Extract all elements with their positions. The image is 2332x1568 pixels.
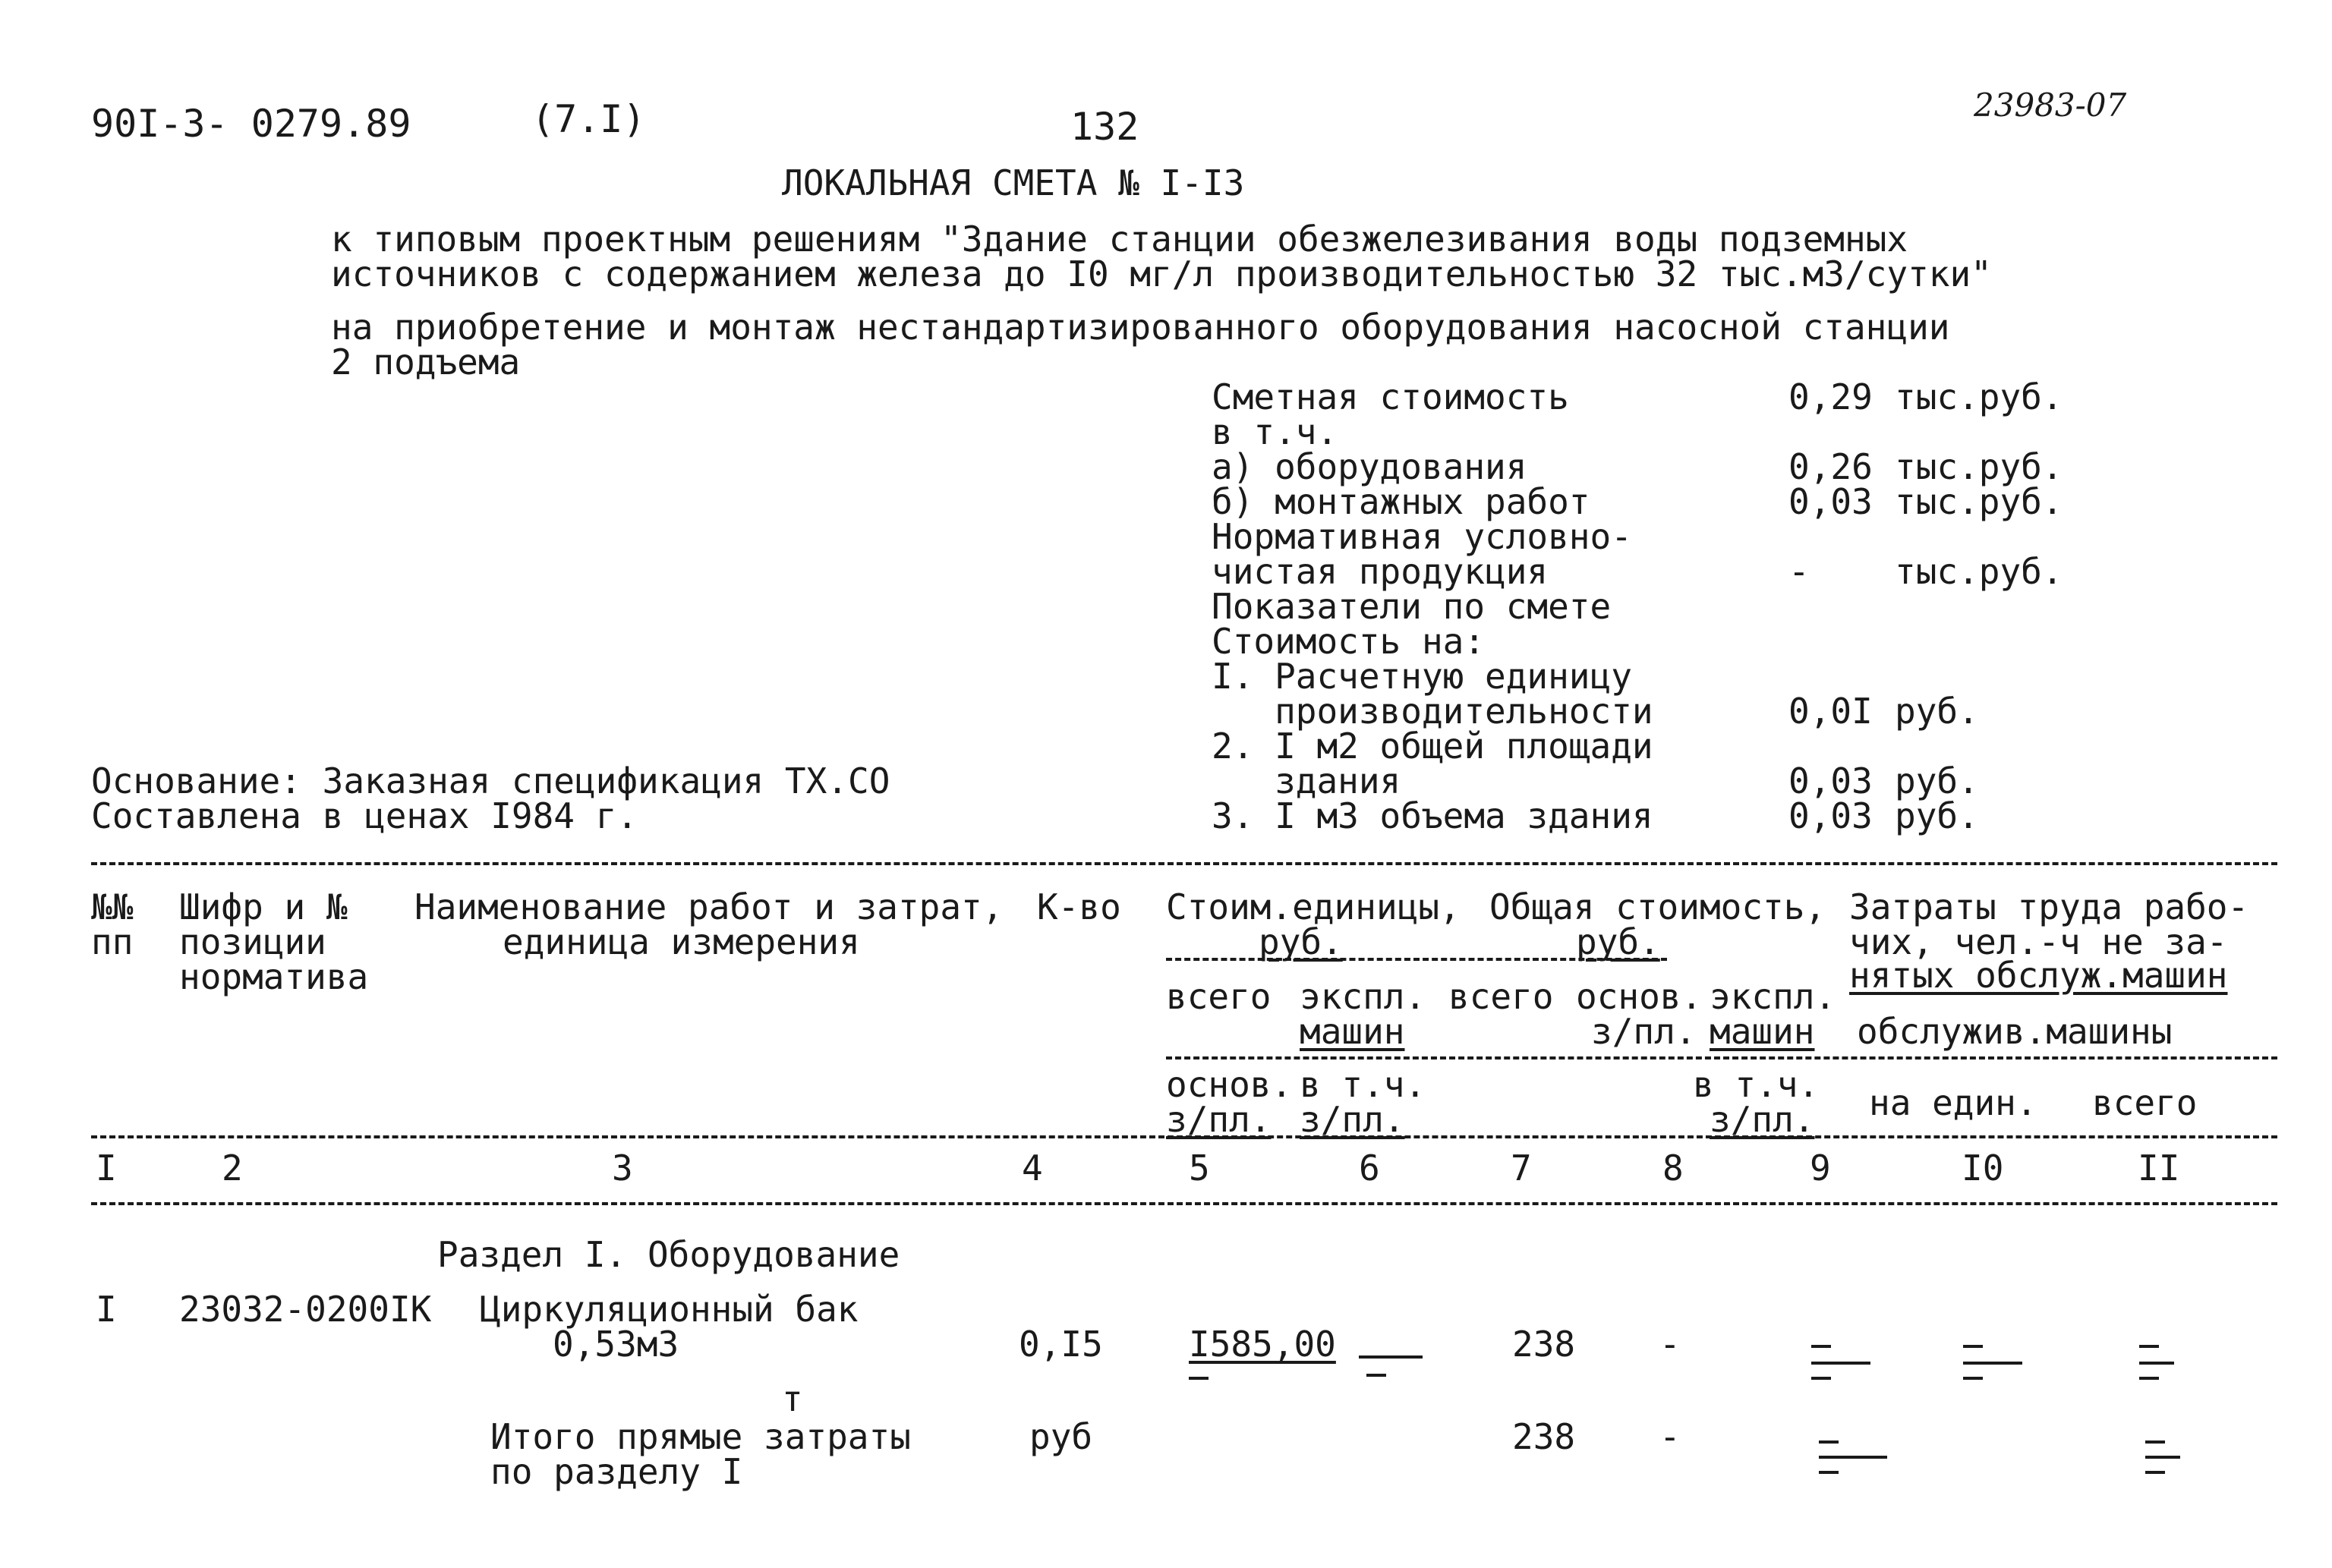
col-num-11: II — [2138, 1148, 2180, 1189]
item-col9-dash — [1811, 1362, 1870, 1365]
item-wage-dash: - — [1659, 1324, 1681, 1365]
header-unit-base: основ. — [1166, 1064, 1293, 1105]
summary-label-productivity: производительности — [1212, 691, 1653, 732]
total-col9-mark-1 — [1819, 1440, 1839, 1444]
header-unit-mach: экспл. — [1300, 976, 1426, 1017]
header-mid-rule — [1166, 1056, 2277, 1060]
header-total-cost-rub: руб. — [1576, 921, 1660, 962]
header-num-2: пп — [91, 921, 134, 962]
summary-label-building: здания — [1212, 760, 1401, 801]
summary-value-equipment: 0,26 — [1788, 446, 1873, 487]
summary-unit-total: тыс.руб. — [1895, 376, 2063, 417]
summary-unit-volume: руб. — [1895, 795, 1979, 836]
col-num-2: 2 — [222, 1148, 243, 1189]
summary-label-area: 2. I м2 общей площади — [1212, 726, 1653, 767]
summary-label-total: Сметная стоимость — [1212, 376, 1569, 417]
summary-label-cost-per: Стоимость на: — [1212, 621, 1486, 662]
col-num-5: 5 — [1189, 1148, 1210, 1189]
header-total-base: основ. — [1576, 976, 1703, 1017]
header-labor-per-unit: на един. — [1869, 1082, 2037, 1123]
column-numbers-rule — [91, 1202, 2277, 1205]
summary-value-area: 0,03 — [1788, 760, 1873, 801]
summary-value-volume: 0,03 — [1788, 795, 1873, 836]
col-num-1: I — [96, 1148, 117, 1189]
header-rub-rule — [1166, 958, 1667, 961]
intro-line-2: источников с содержанием железа до I0 мг/л производительностью 32 тыс.м3/сутки" — [331, 253, 1992, 294]
item-total: 238 — [1512, 1324, 1576, 1365]
item-col11-dash — [2139, 1362, 2174, 1365]
stamp-number: 23983-07 — [1974, 87, 2127, 124]
summary-value-installation: 0,03 — [1788, 481, 1873, 522]
item-mach-mark — [1366, 1374, 1386, 1377]
header-labor-3: нятых обслуж.машин — [1849, 955, 2228, 996]
summary-label-normative: Нормативная условно- — [1212, 516, 1632, 557]
item-unit: т — [782, 1378, 803, 1419]
summary-unit-net-product: тыс.руб. — [1895, 551, 2063, 592]
item-qty: 0,I5 — [1019, 1324, 1103, 1365]
item-col11-mark-1 — [2139, 1345, 2159, 1348]
header-name-1: Наименование работ и затрат, — [414, 886, 1004, 927]
total-col9-dash — [1819, 1456, 1887, 1459]
header-qty: К-во — [1037, 886, 1121, 927]
section-code: (7.I) — [531, 97, 646, 141]
item-col9-mark-2 — [1811, 1377, 1831, 1380]
item-col10-mark-1 — [1963, 1345, 1983, 1348]
summary-label-net-product: чистая продукция — [1212, 551, 1549, 592]
table-top-rule — [91, 862, 2277, 865]
item-col10-dash — [1963, 1362, 2022, 1365]
col-num-8: 8 — [1662, 1148, 1684, 1189]
header-total-base-2: з/пл. — [1591, 1011, 1697, 1052]
total-col9-mark-2 — [1819, 1471, 1839, 1474]
basis-line: Основание: Заказная спецификация ТХ.СО — [91, 760, 890, 801]
page-number: 132 — [1070, 105, 1139, 149]
header-labor-2: чих, чел.-ч не за- — [1849, 921, 2228, 962]
item-unit-cost-mark — [1189, 1377, 1209, 1380]
summary-unit-installation: тыс.руб. — [1895, 481, 2063, 522]
summary-label-indicators: Показатели по смете — [1212, 586, 1612, 627]
item-col10-mark-2 — [1963, 1377, 1983, 1380]
item-name: Циркуляционный бак — [480, 1289, 859, 1330]
header-unit-cost-rub: руб. — [1259, 921, 1343, 962]
item-code: 23032-0200IK — [179, 1289, 432, 1330]
header-code-3: норматива — [179, 956, 369, 997]
header-total-incl-2: з/пл. — [1710, 1099, 1815, 1140]
intro-line-3: на приобретение и монтаж нестандартизированного оборудования насосной станции — [331, 307, 1950, 348]
header-total-incl: в т.ч. — [1693, 1064, 1820, 1105]
item-unit-cost: I585,00 — [1189, 1324, 1336, 1365]
header-num-1: №№ — [91, 886, 134, 927]
summary-label-volume: 3. I м3 объема здания — [1212, 795, 1653, 836]
total-col11-dash — [2145, 1456, 2180, 1459]
total-col11-mark-2 — [2145, 1471, 2165, 1474]
header-unit-mach-2: машин — [1300, 1011, 1405, 1052]
summary-label-installation: б) монтажных работ — [1212, 481, 1590, 522]
total-wage-dash: - — [1659, 1416, 1681, 1457]
total-col11-mark-1 — [2145, 1440, 2165, 1444]
summary-unit-productivity: руб. — [1895, 691, 1979, 732]
header-labor-total: всего — [2092, 1082, 2198, 1123]
col-num-4: 4 — [1022, 1148, 1043, 1189]
header-unit-cost: Стоим.единицы, — [1166, 886, 1461, 927]
col-num-3: 3 — [612, 1148, 633, 1189]
col-num-10: I0 — [1962, 1148, 2004, 1189]
prices-line: Составлена в ценах I984 г. — [91, 795, 638, 836]
item-num: I — [96, 1289, 117, 1330]
header-unit-incl: в т.ч. — [1300, 1064, 1426, 1105]
item-col9-mark-1 — [1811, 1345, 1831, 1348]
header-code-2: позиции — [179, 921, 326, 962]
col-num-7: 7 — [1511, 1148, 1532, 1189]
col-num-9: 9 — [1810, 1148, 1831, 1189]
header-total-mach-2: машин — [1710, 1011, 1815, 1052]
intro-line-4: 2 подъема — [331, 342, 521, 383]
header-name-2: единица измерения — [503, 921, 860, 962]
header-unit-total: всего — [1166, 976, 1272, 1017]
header-labor-1: Затраты труда рабо- — [1849, 886, 2249, 927]
summary-label-unit-1: I. Расчетную единицу — [1212, 656, 1632, 697]
header-unit-base-2: з/пл. — [1166, 1099, 1272, 1140]
total-label-1: Итого прямые затраты — [490, 1416, 911, 1457]
summary-label-equipment: а) оборудования — [1212, 446, 1527, 487]
summary-value-net-product: - — [1788, 551, 1810, 592]
summary-unit-equipment: тыс.руб. — [1895, 446, 2063, 487]
document-title: ЛОКАЛЬНАЯ СМЕТА № I-I3 — [782, 162, 1245, 203]
intro-line-1: к типовым проектным решениям "Здание станции обезжелезивания воды подземных — [331, 219, 1908, 260]
total-label-2: по разделу I — [490, 1451, 743, 1492]
total-unit: руб — [1029, 1416, 1093, 1457]
total-value: 238 — [1512, 1416, 1576, 1457]
col-num-6: 6 — [1359, 1148, 1380, 1189]
header-total-all: всего — [1448, 976, 1554, 1017]
header-total-cost: Общая стоимость, — [1489, 886, 1826, 927]
header-code-1: Шифр и № — [179, 886, 348, 927]
item-name-volume: 0,53м3 — [553, 1324, 679, 1365]
summary-value-productivity: 0,0I — [1788, 691, 1873, 732]
header-bottom-rule — [91, 1135, 2277, 1138]
header-labor-4: обслужив.машины — [1857, 1011, 2173, 1052]
summary-label-incl: в т.ч. — [1212, 411, 1338, 452]
header-unit-incl-2: з/пл. — [1300, 1099, 1405, 1140]
header-total-mach: экспл. — [1710, 976, 1836, 1017]
section-title: Раздел I. Оборудование — [437, 1234, 900, 1275]
item-mach-dash — [1359, 1355, 1423, 1359]
document-code: 90I-3- 0279.89 — [91, 102, 411, 146]
item-col11-mark-2 — [2139, 1377, 2159, 1380]
summary-value-total: 0,29 — [1788, 376, 1873, 417]
summary-unit-area: руб. — [1895, 760, 1979, 801]
